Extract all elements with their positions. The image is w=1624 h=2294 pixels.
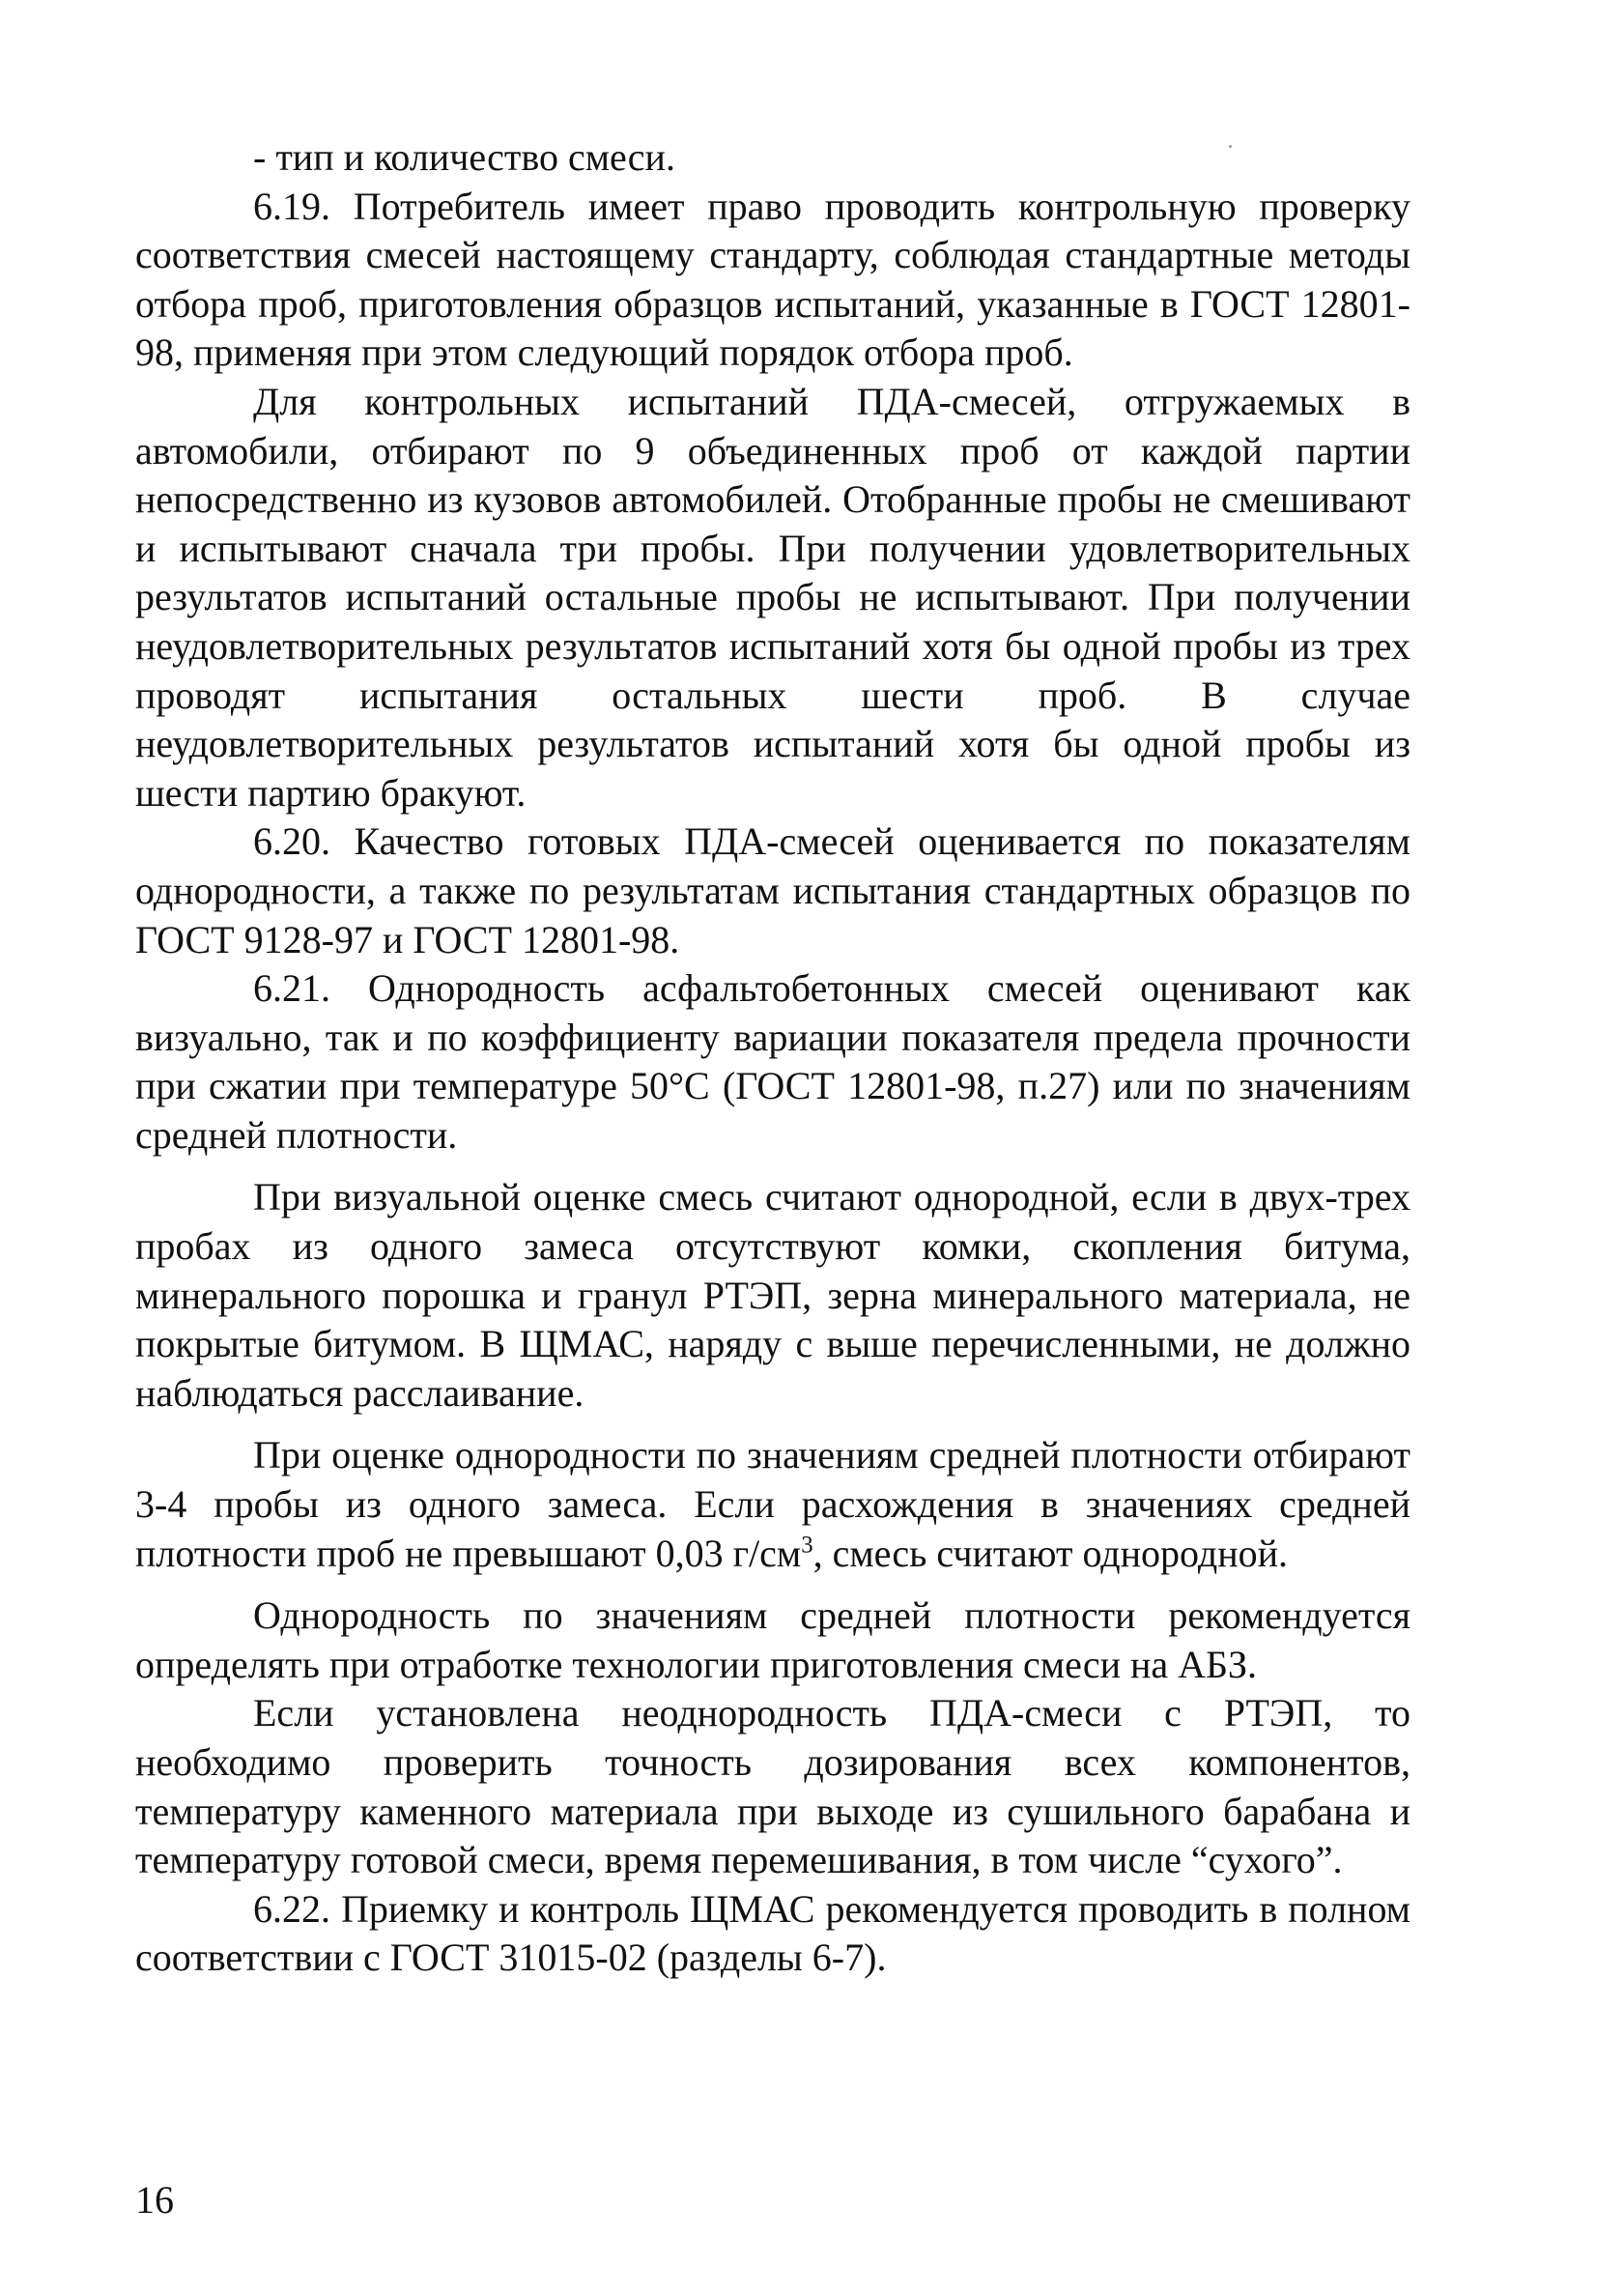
- paragraph-control-tests: Для контрольных испытаний ПДА-смесей, отгружаемых в автомобили, отбирают по 9 объединенных проб от каждой партии непосредственно из кузовов автомобилей. Отобранные пробы не смешивают и испытывают сначала три пробы. При получении удовлетворительных результатов испытаний остальные пробы не испытывают. При получении неудовлетворительных результатов испытаний хотя бы одной пробы из трех проводят испытания остальных шести проб. В случае неудовлетворительных результатов испытаний хотя бы одной пробы из шести партию бракуют.: [135, 379, 1410, 815]
- paragraph-density-assessment: При оценке однородности по значениям средней плотности отбирают 3-4 пробы из одного замеса. Если расхождения в значениях средней плотности проб не превышают 0,03 $г/см^3$, смесь считают однородной.: [135, 1433, 1410, 1575]
- paragraph-6-19: 6.19. Потребитель имеет право проводить контрольную проверку соответствия смесей настоящему стандарту, соблюдая стандартные методы отбора проб, приготовления образцов испытаний, указанные в ГОСТ 12801-98, применяя при этом следующий порядок отбора проб.: [135, 184, 1410, 375]
- page-number: 16: [135, 2178, 174, 2222]
- paragraph-inhomogeneity: Если установлена неоднородность ПДА-смеси с РТЭП, то необходимо проверить точность дозирования всех компонентов, температуру каменного материала при выходе из сушильного барабана и температуру готовой смеси, время перемешивания, в том числе “сухого”.: [135, 1691, 1410, 1882]
- paragraph-6-21: 6.21. Однородность асфальтобетонных смесей оценивают как визуально, так и по коэффициенту вариации показателя предела прочности при сжатии при температуре 50°С (ГОСТ 12801-98, п.27) или по значениям средней плотности.: [135, 966, 1410, 1157]
- paragraph-density-recommendation: Однородность по значениям средней плотности рекомендуется определять при отработке технологии приготовления смеси на АБЗ.: [135, 1593, 1410, 1686]
- superscript-3: 3: [801, 1532, 813, 1559]
- paragraph-6-20: 6.20. Качество готовых ПДА-смесей оценивается по показателям однородности, а также по результатам испытания стандартных образцов по ГОСТ 9128-97 и ГОСТ 12801-98.: [135, 819, 1410, 961]
- paragraph-mix-type: - тип и количество смеси.: [253, 135, 675, 179]
- paragraph-6-22: 6.22. Приемку и контроль ЩМАС рекомендуется проводить в полном соответствии с ГОСТ 31015-02 (разделы 6-7).: [135, 1886, 1410, 1980]
- body-text: [135, 133, 1410, 1983]
- paragraph-visual-assessment: При визуальной оценке смесь считают однородной, если в двух-трех пробах из одного замеса отсутствуют комки, скопления битума, минерального порошка и гранул РТЭП, зерна минерального материала, не покрытые битумом. В ЩМАС, наряду с выше перечисленными, не должно наблюдаться расслаивание.: [135, 1175, 1410, 1415]
